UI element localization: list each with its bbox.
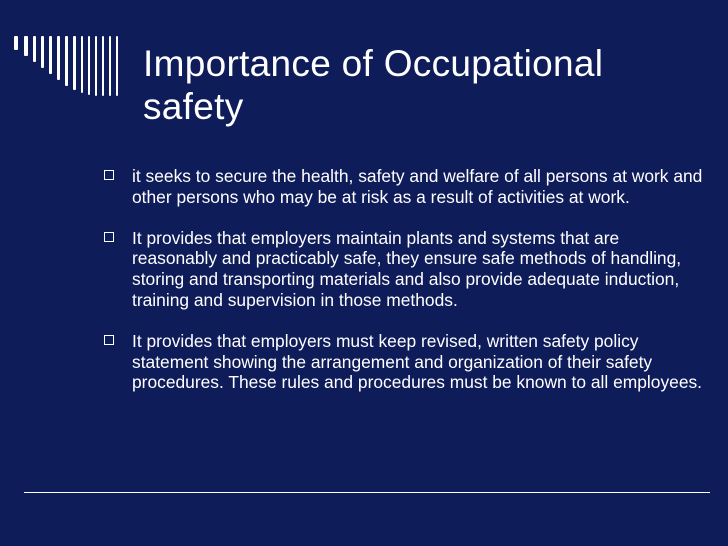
hollow-square-icon <box>104 232 114 242</box>
hollow-square-icon <box>104 170 114 180</box>
slide-title: Importance of Occupational safety <box>143 43 604 127</box>
vertical-bars-icon <box>14 36 124 96</box>
hollow-square-icon <box>104 335 114 345</box>
bullet-text: It provides that employers must keep revised, written safety policy statement showing the arrangement and organization of their safety procedures. These rules and procedures must be known to all employees. <box>132 330 703 393</box>
footer-divider <box>24 492 710 493</box>
bullet-item <box>104 331 709 393</box>
bullet-text: it seeks to secure the health, safety and welfare of all persons at work and other persons who may be at risk as a result of activities at work. <box>132 166 703 207</box>
bullet-item <box>104 228 709 311</box>
bullet-text: It provides that employers maintain plants and systems that are reasonably and practicably safe, they ensure safe methods of handling, storing and transporting materials and also provide adequate induction, training and supervision in those methods. <box>132 227 682 310</box>
bullet-item <box>104 166 709 208</box>
bullet-list <box>104 166 709 393</box>
